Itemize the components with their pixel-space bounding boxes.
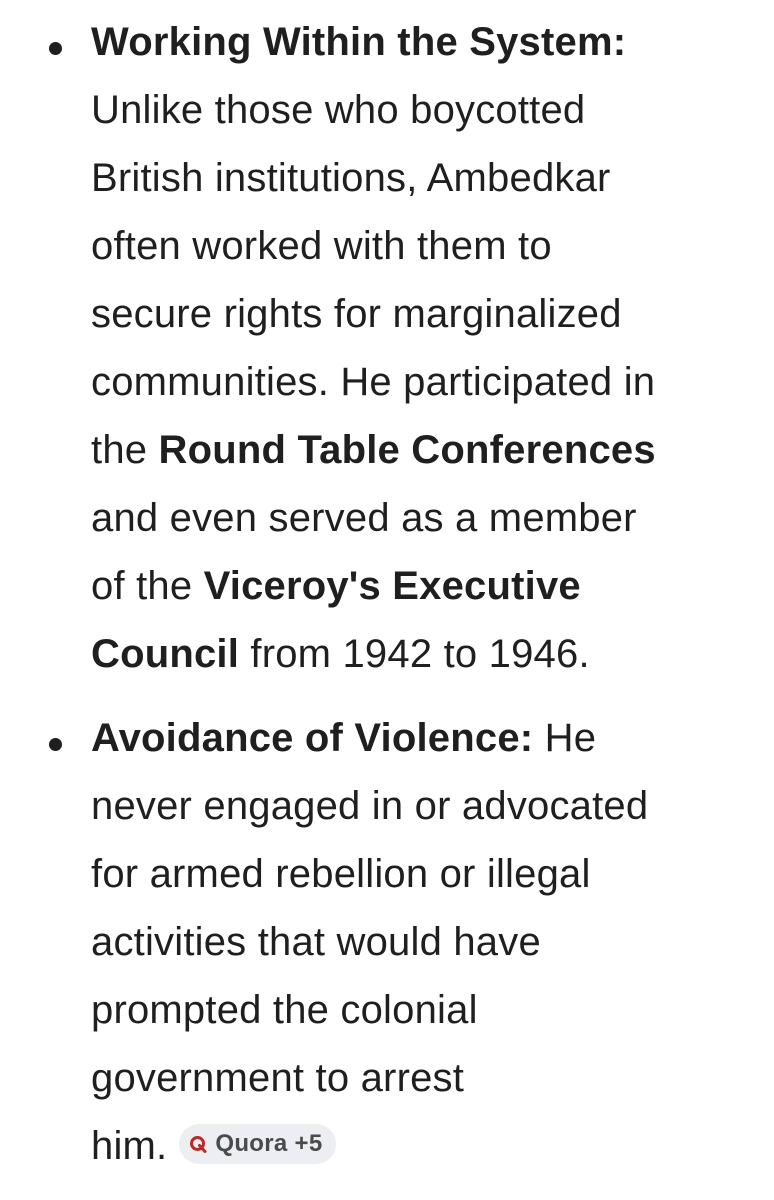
bullet-text — [91, 8, 751, 688]
text-line: British institutions, Ambedkar — [91, 156, 611, 200]
source-chip[interactable] — [179, 1124, 336, 1164]
quora-icon — [189, 1135, 207, 1153]
source-chip-label: Quora +5 — [215, 1130, 323, 1157]
text-line: the Round Table Conferences — [91, 428, 656, 472]
text-line: never engaged in or advocated — [91, 784, 649, 828]
text-line: and even served as a member — [91, 496, 637, 540]
text-line: activities that would have — [91, 920, 541, 964]
bullet-text — [91, 704, 751, 1180]
bold-term: Viceroy's Executive — [203, 564, 581, 608]
text-line: government to arrest — [91, 1056, 465, 1100]
text-line: prompted the colonial — [91, 988, 478, 1032]
bullet-dot — [49, 42, 62, 55]
text-line: communities. He participated in — [91, 360, 656, 404]
bullet-dot — [49, 738, 62, 751]
bold-heading: Working Within the System: — [91, 20, 627, 64]
text-line: Avoidance of Violence: He — [91, 716, 597, 760]
text-line: of the Viceroy's Executive — [91, 564, 581, 608]
text-line: often worked with them to — [91, 224, 552, 268]
text-line: him. Quora +5 — [91, 1112, 751, 1180]
text-line: for armed rebellion or illegal — [91, 852, 591, 896]
text-line: Council from 1942 to 1946. — [91, 632, 590, 676]
text-line — [91, 8, 751, 76]
bold-heading: Avoidance of Violence: — [91, 716, 534, 760]
bold-term: Council — [91, 632, 240, 676]
text-line: Unlike those who boycotted — [91, 88, 586, 132]
text-line: secure rights for marginalized — [91, 292, 622, 336]
bold-term: Round Table Conferences — [158, 428, 656, 472]
